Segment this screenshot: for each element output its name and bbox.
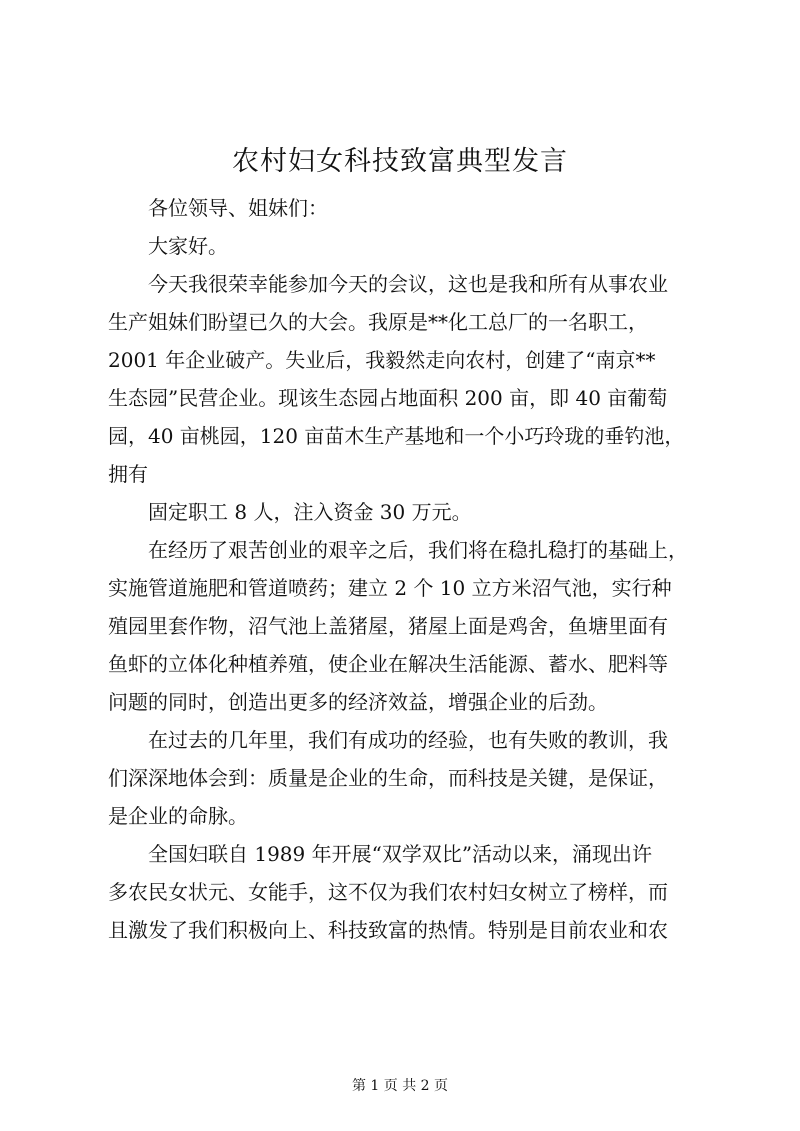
text-line: 大家好。 <box>148 234 228 258</box>
document-body <box>108 189 708 949</box>
text-line: 问题的同时，创造出更多的经济效益，增强企业的后劲。 <box>108 690 608 714</box>
text-line: 在经历了艰苦创业的艰辛之后，我们将在稳扎稳打的基础上， <box>148 538 688 562</box>
text-line: 实施管道施肥和管道喷药；建立 2 个 10 立方米沼气池，实行种 <box>108 576 672 600</box>
text-line: 且激发了我们积极向上、科技致富的热情。特别是目前农业和农 <box>108 918 668 942</box>
text-line: 各位领导、姐妹们： <box>148 196 328 220</box>
paragraph-greeting <box>108 189 708 227</box>
paragraph-introduction <box>108 265 708 493</box>
text-line: 固定职工 8 人，注入资金 30 万元。 <box>148 500 472 524</box>
text-line: 们深深地体会到：质量是企业的生命，而科技是关键，是保证， <box>108 766 668 790</box>
paragraph-hello <box>108 227 708 265</box>
text-line: 园，40 亩桃园，120 亩苗木生产基地和一个小巧玲珑的垂钓池， <box>108 424 685 448</box>
text-line: 全国妇联自 1989 年开展“双学双比”活动以来，涌现出许 <box>148 842 653 866</box>
paragraph-development <box>108 531 708 721</box>
text-line: 生产姐妹们盼望已久的大会。我原是**化工总厂的一名职工， <box>108 310 648 334</box>
paragraph-staff <box>108 493 708 531</box>
text-line: 鱼虾的立体化种植养殖，使企业在解决生活能源、蓄水、肥料等 <box>108 652 668 676</box>
text-line: 是企业的命脉。 <box>108 804 248 828</box>
text-line: 在过去的几年里，我们有成功的经验，也有失败的教训，我 <box>148 728 668 752</box>
text-line: 拥有 <box>108 462 148 486</box>
text-line: 多农民女状元、女能手，这不仅为我们农村妇女树立了榜样，而 <box>108 880 668 904</box>
document-title: 农村妇女科技致富典型发言 <box>232 146 568 177</box>
paragraph-federation <box>108 835 708 949</box>
text-line: 生态园”民营企业。现该生态园占地面积 200 亩，即 40 亩葡萄 <box>108 386 668 410</box>
text-line: 殖园里套作物，沼气池上盖猪屋，猪屋上面是鸡舍，鱼塘里面有 <box>108 614 668 638</box>
text-line: 今天我很荣幸能参加今天的会议，这也是我和所有从事农业 <box>148 272 668 296</box>
paragraph-experience <box>108 721 708 835</box>
page-number-footer: 第 1 页 共 2 页 <box>351 1078 449 1094</box>
text-line: 2001 年企业破产。失业后，我毅然走向农村，创建了“南京** <box>108 348 656 372</box>
